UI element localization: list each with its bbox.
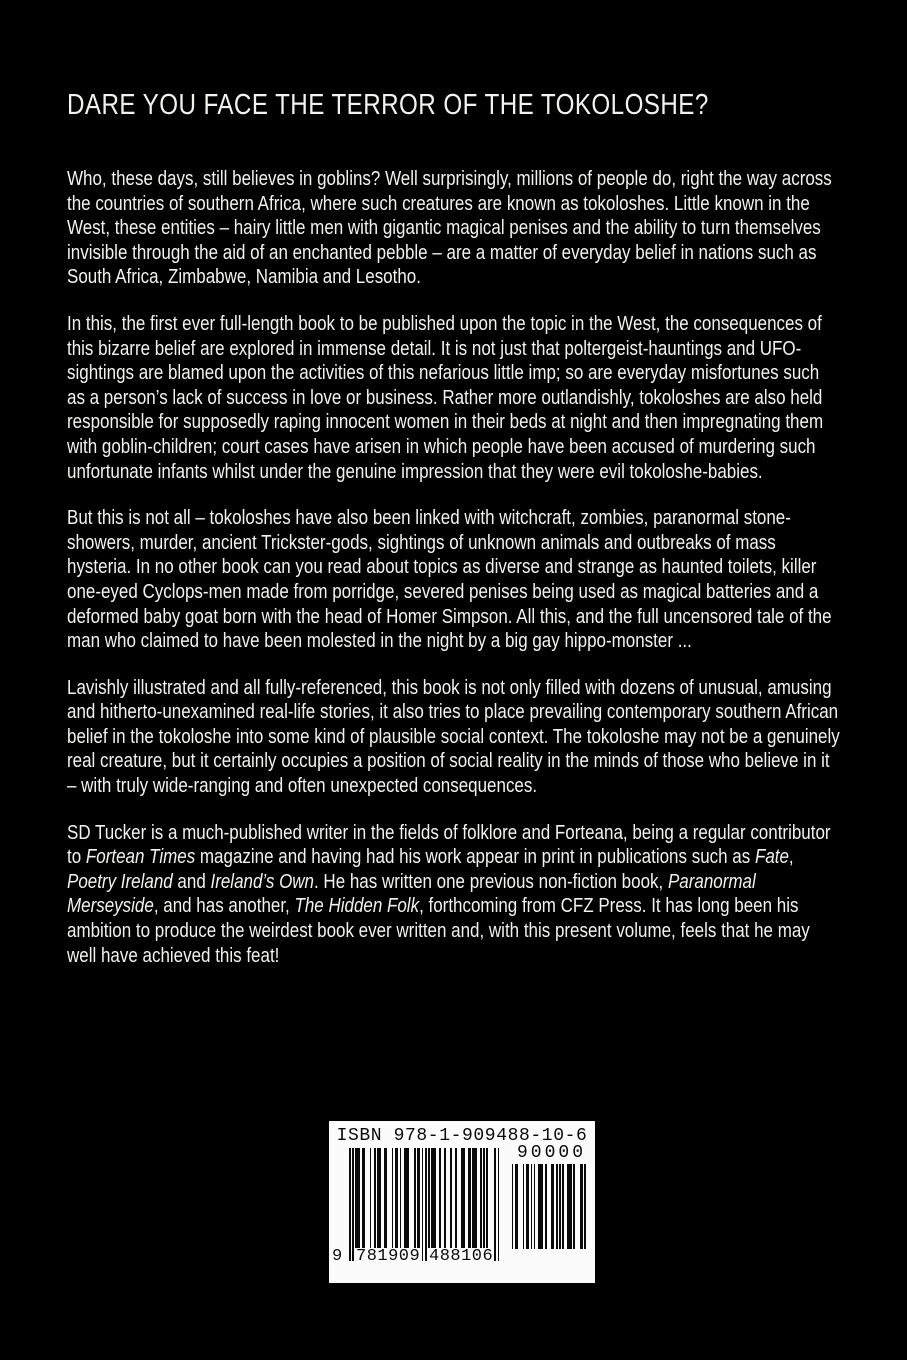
barcode-digits-left: 781909 [356, 1247, 421, 1266]
author-bio: SD Tucker is a much-published writer in the fields of folklore and Forteana, being a regular contributor to Fortean Times magazine and having had his work appear in print in publications such as Fate, Poetry Ireland and Ireland’s Own. He has written one previous non-fiction book, Paranormal Merseyside, and has another, The Hidden Folk, forthcoming from CFZ Press. It has long been his ambition to produce the weirdest book ever written and, with this present volume, feels that he may well have achieved this feat! [67, 821, 831, 967]
headline: DARE YOU FACE THE TERROR OF THE TOKOLOSHE? [67, 89, 709, 121]
price-code: 90000 [516, 1143, 586, 1163]
back-cover-text [67, 90, 841, 968]
barcode-digits-right: 488106 [429, 1247, 494, 1266]
description-paragraph-2: But this is not all – tokoloshes have also been linked with witchcraft, zombies, paranormal stone-showers, murder, ancient Trickster-gods, sightings of unknown animals and outbreaks of mass hysteria. In no other book can you read about topics as diverse and strange as haunted toilets, killer one-eyed Cyclops-men made from porridge, severed penises being used as magical batteries and a deformed baby goat born with the head of Homer Simpson. All this, and the full uncensored tale of the man who claimed to have been molested in the night by a big gay hippo-monster ... [67, 507, 832, 653]
description-paragraph-1: In this, the first ever full-length book to be published upon the topic in the West, the consequences of this bizarre belief are explored in immense detail. It is not just that poltergeist-hauntings and UFO-sightings are blamed upon the activities of this nefarious little imp; so are everyday misfortunes such as a person’s lack of success in love or business. Rather more outlandishly, tokoloshes are also held responsible for supposedly raping innocent women in their beds at night and then impregnating them with goblin-children; court cases have arisen in which people have been accused of murdering such unfortunate infants whilst under the genuine impression that they were evil tokoloshe-babies. [67, 312, 824, 483]
barcode-block [329, 1121, 595, 1283]
isbn-number: ISBN 978-1-909488-10-6 [336, 1126, 588, 1146]
description-paragraph-3: Lavishly illustrated and all fully-referenced, this book is not only filled with dozens of unusual, amusing and hitherto-unexamined real-life stories, it also tries to place prevailing contemporary southern African belief in the tokoloshe into some kind of plausible social context. The tokoloshe may not be a genuinely real creature, but it certainly occupies a position of social reality in the minds of those who believe in it – with truly wide-ranging and often unexpected consequences. [67, 676, 840, 798]
barcode-digit-prefix: 9 [332, 1247, 343, 1266]
ean13-barcode-bars [349, 1148, 500, 1261]
ean5-supplement-bars [510, 1164, 586, 1249]
intro-paragraph: Who, these days, still believes in goblins? Well surprisingly, millions of people do, right the way across the countries of southern Africa, where such creatures are known as tokoloshes. Little known in the West, these entities – hairy little men with gigantic magical penises and the ability to turn themselves invisible through the aid of an enchanted pebble – are a matter of everyday belief in nations such as South Africa, Zimbabwe, Namibia and Lesotho. [67, 168, 832, 289]
